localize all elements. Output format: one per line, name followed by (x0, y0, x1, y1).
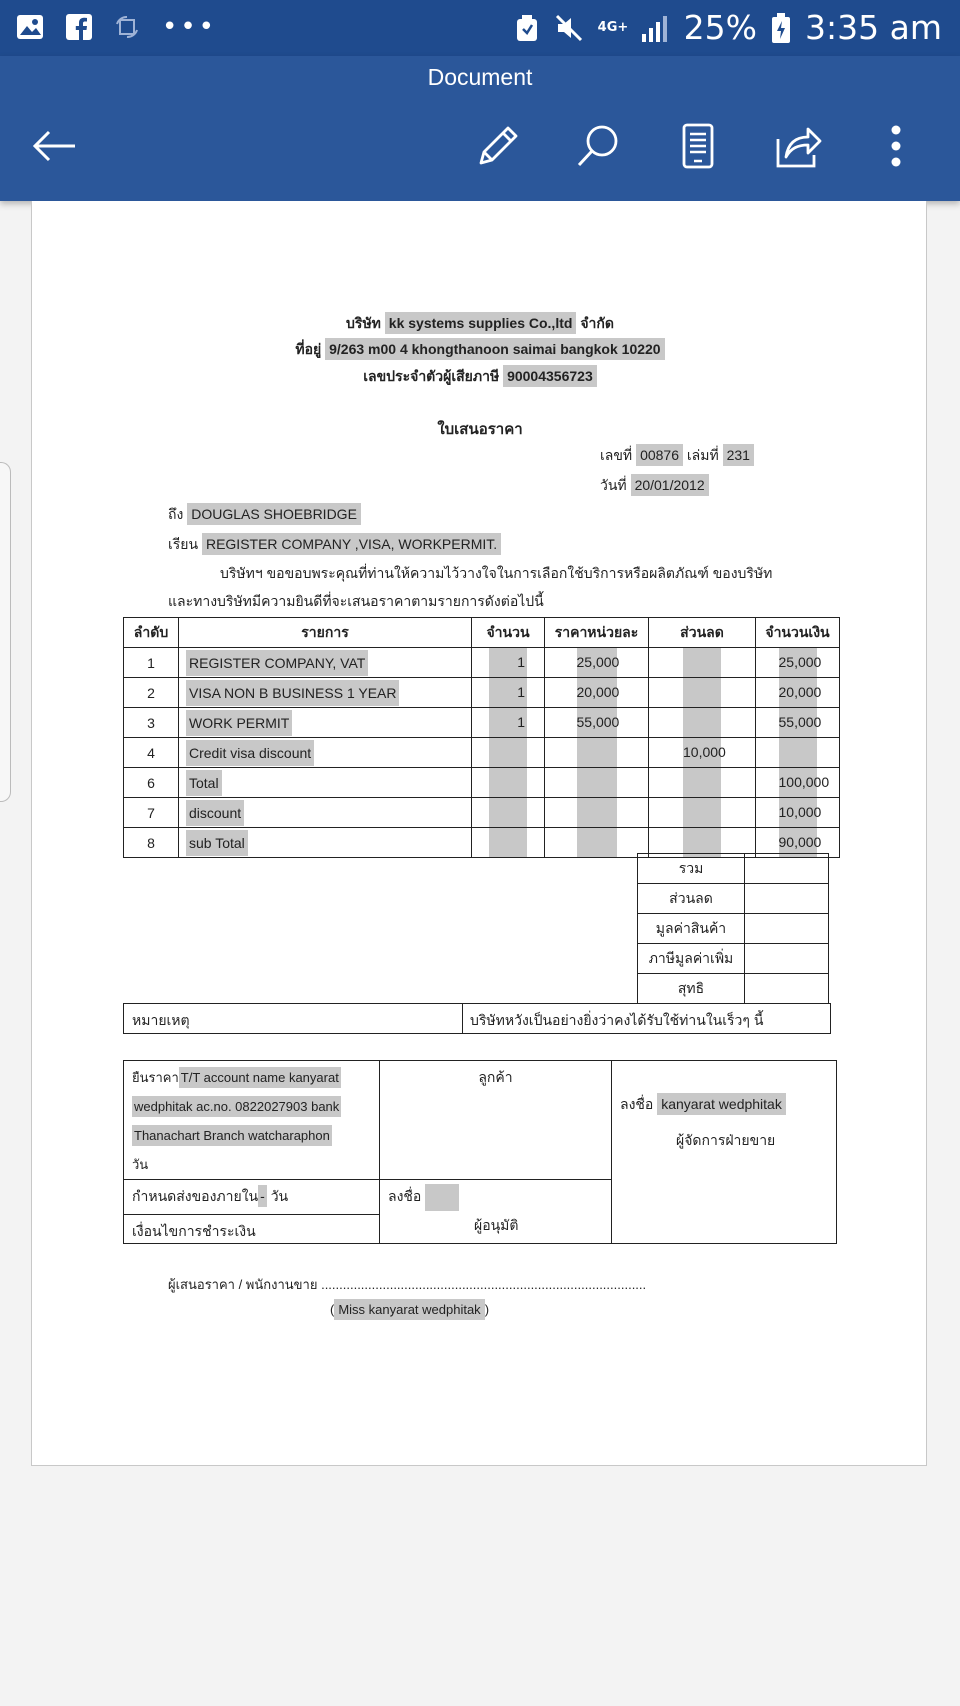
summary-label: มูลค่าสินค้า (638, 914, 745, 944)
header-unit-price: ราคาหน่วยละ (545, 618, 649, 648)
row-amount-value: 100,000 (779, 768, 817, 797)
row-unit-price-value (577, 738, 617, 767)
row-item-value: REGISTER COMPANY, VAT (186, 650, 368, 676)
proposer-name: Miss kanyarat wedphitak (334, 1299, 484, 1320)
row-item (179, 738, 472, 768)
delivery-days: - (258, 1185, 267, 1207)
row-unit-price (545, 678, 649, 708)
row-qty (472, 768, 545, 798)
row-unit-price (545, 828, 649, 858)
row-unit-price (545, 768, 649, 798)
approver-cell (380, 1180, 612, 1244)
row-number: 1 (124, 648, 179, 678)
remark-label: หมายเหตุ (132, 1012, 190, 1028)
header-item: รายการ (179, 618, 472, 648)
row-discount (649, 798, 756, 828)
row-item (179, 798, 472, 828)
attention-label: เรียน (168, 536, 199, 552)
attention-value: REGISTER COMPANY ,VISA, WORKPERMIT. (202, 533, 501, 555)
row-unit-price-value (577, 798, 617, 827)
row-amount-value: 20,000 (779, 678, 817, 707)
row-item (179, 648, 472, 678)
row-qty-value: 1 (489, 708, 527, 737)
row-item-value: WORK PERMIT (186, 710, 292, 736)
row-item-value: Total (186, 770, 222, 796)
row-qty (472, 708, 545, 738)
items-table (123, 617, 840, 858)
row-discount (649, 738, 756, 768)
more-notifications-icon: ••• (162, 12, 218, 42)
row-amount-value: 55,000 (779, 708, 817, 737)
delivery-label: กำหนดส่งของภายใน (132, 1188, 259, 1204)
row-amount (756, 738, 840, 768)
row-item (179, 678, 472, 708)
book-number-label: เล่มที่ (686, 447, 719, 463)
row-qty-value (489, 738, 527, 767)
row-qty-value (489, 798, 527, 827)
row-amount-value: 10,000 (779, 798, 817, 827)
company-name: kk systems supplies Co.,ltd (385, 312, 577, 334)
row-discount-value (683, 708, 721, 737)
summary-value (745, 974, 829, 1004)
table-row (124, 708, 840, 738)
row-item (179, 708, 472, 738)
date-line (600, 475, 709, 497)
summary-row (638, 854, 829, 884)
row-unit-price-value: 20,000 (577, 678, 617, 707)
header-qty: จำนวน (472, 618, 545, 648)
row-qty (472, 798, 545, 828)
approver-label: ผู้อนุมัติ (474, 1217, 519, 1233)
company-address: 9/263 m00 4 khongthanoon saimai bangkok 10220 (325, 338, 664, 360)
row-discount (649, 648, 756, 678)
summary-row (638, 974, 829, 1004)
customer-cell (380, 1061, 612, 1180)
sales-manager-label: ผู้จัดการฝ่ายขาย (676, 1132, 776, 1148)
bank-account-number: wedphitak ac.no. 0822027903 bank (132, 1096, 341, 1117)
attention-line (168, 534, 501, 556)
table-header-row (124, 618, 840, 648)
row-item-value: discount (186, 800, 244, 826)
network-type: 4G+ (597, 20, 629, 35)
row-amount-value: 25,000 (779, 648, 817, 677)
header-discount: ส่วนลด (649, 618, 756, 648)
table-row (124, 648, 840, 678)
summary-label: สุทธิ (638, 974, 745, 1004)
row-qty (472, 828, 545, 858)
row-amount-value (779, 738, 817, 767)
address-line (0, 339, 960, 361)
row-qty (472, 678, 545, 708)
row-unit-price (545, 798, 649, 828)
to-line (168, 504, 361, 526)
row-number: 4 (124, 738, 179, 768)
summary-value (745, 884, 829, 914)
document-title: Document (427, 64, 533, 90)
summary-value (745, 944, 829, 974)
row-unit-price (545, 648, 649, 678)
row-discount (649, 678, 756, 708)
row-amount (756, 708, 840, 738)
row-amount-value: 90,000 (779, 828, 817, 857)
row-unit-price (545, 738, 649, 768)
intro-text-2: และทางบริษัทมีความยินดีที่จะเสนอราคาตามรายการดังต่อไปนี้ (168, 593, 544, 609)
row-item-value: Credit visa discount (186, 740, 314, 766)
company-prefix: บริษัท (346, 315, 381, 331)
row-amount (756, 648, 840, 678)
table-row (124, 768, 840, 798)
clock: 3:35 am (805, 8, 942, 47)
date-label: วันที่ (600, 477, 627, 493)
customer-label: ลูกค้า (478, 1069, 513, 1085)
sales-sign-cell (612, 1061, 837, 1244)
row-number: 3 (124, 708, 179, 738)
proposer-name-line: ( Miss kanyarat wedphitak ) (330, 1302, 489, 1317)
approver-signature-box (425, 1184, 459, 1211)
row-discount-value (683, 648, 721, 677)
row-discount-value (683, 768, 721, 797)
row-number: 2 (124, 678, 179, 708)
table-row (124, 678, 840, 708)
row-discount (649, 708, 756, 738)
doc-number-line (600, 445, 754, 467)
taxid-line (0, 366, 960, 388)
delivery-unit: วัน (270, 1188, 289, 1204)
summary-row (638, 914, 829, 944)
row-discount (649, 768, 756, 798)
row-discount-value (683, 798, 721, 827)
row-amount (756, 768, 840, 798)
company-line (0, 313, 960, 335)
row-qty (472, 648, 545, 678)
row-unit-price-value: 25,000 (577, 648, 617, 677)
table-row (124, 738, 840, 768)
row-discount-value (683, 678, 721, 707)
date-value: 20/01/2012 (631, 474, 709, 496)
bank-account-name: T/T account name kanyarat (179, 1067, 341, 1088)
row-amount (756, 798, 840, 828)
taxid-label: เลขประจำตัวผู้เสียภาษี (363, 368, 500, 384)
recipient-name: DOUGLAS SHOEBRIDGE (187, 503, 361, 525)
taxid-value: 90004356723 (503, 365, 597, 387)
summary-label: รวม (638, 854, 745, 884)
summary-label: ส่วนลด (638, 884, 745, 914)
signature-table (123, 1060, 837, 1244)
summary-value (745, 914, 829, 944)
remark-row (123, 1003, 831, 1034)
row-unit-price-value (577, 828, 617, 857)
payment-terms-label: เงื่อนไขการชำระเงิน (132, 1223, 256, 1239)
validity-cell (124, 1061, 380, 1180)
row-number: 8 (124, 828, 179, 858)
summary-table (637, 853, 829, 1004)
summary-label: ภาษีมูลค่าเพิ่ม (638, 944, 745, 974)
summary-value (745, 854, 829, 884)
header-amount: จำนวนเงิน (756, 618, 840, 648)
header-no: ลำดับ (124, 618, 179, 648)
row-qty-value: 1 (489, 648, 527, 677)
sign-label: ลงชื่อ (620, 1096, 654, 1112)
to-label: ถึง (168, 506, 184, 522)
validity-label: ยืนราคา (132, 1070, 179, 1085)
approver-sign-label: ลงชื่อ (388, 1188, 422, 1205)
quotation-title: ใบเสนอราคา (437, 421, 523, 438)
row-number: 7 (124, 798, 179, 828)
row-discount-value: 10,000 (683, 738, 721, 767)
row-item (179, 828, 472, 858)
doc-number: 00876 (636, 444, 683, 466)
battery-percent: 25% (683, 8, 758, 47)
intro-text-1: บริษัทฯ ขอขอบพระคุณที่ท่านให้ความไว้วางใจในการเลือกใช้บริการหรือผลิตภัณฑ์ ของบริษัท (220, 565, 773, 581)
table-row (124, 798, 840, 828)
row-item-value: VISA NON B BUSINESS 1 YEAR (186, 680, 399, 706)
signer-name: kanyarat wedphitak (657, 1093, 786, 1115)
day-label: วัน (132, 1157, 149, 1172)
row-unit-price-value: 55,000 (577, 708, 617, 737)
row-item (179, 768, 472, 798)
doc-number-label: เลขที่ (600, 447, 633, 463)
row-qty-value (489, 768, 527, 797)
address-label: ที่อยู่ (295, 341, 322, 357)
remark-text: บริษัทหวังเป็นอย่างยิ่งว่าคงได้รับใช้ท่านในเร็วๆ นี้ (470, 1012, 764, 1028)
row-unit-price-value (577, 768, 617, 797)
summary-row (638, 944, 829, 974)
book-number: 231 (723, 444, 754, 466)
proposer-line: ผู้เสนอราคา / พนักงานขาย .......................................................................................... (168, 1277, 647, 1292)
row-amount (756, 678, 840, 708)
row-number: 6 (124, 768, 179, 798)
row-item-value: sub Total (186, 830, 248, 856)
payment-cell (124, 1215, 380, 1244)
delivery-cell (124, 1180, 380, 1215)
summary-row (638, 884, 829, 914)
row-qty-value (489, 828, 527, 857)
company-suffix: จำกัด (580, 315, 614, 331)
row-qty (472, 738, 545, 768)
bank-branch: Thanachart Branch watcharaphon (132, 1125, 332, 1146)
row-unit-price (545, 708, 649, 738)
row-qty-value: 1 (489, 678, 527, 707)
